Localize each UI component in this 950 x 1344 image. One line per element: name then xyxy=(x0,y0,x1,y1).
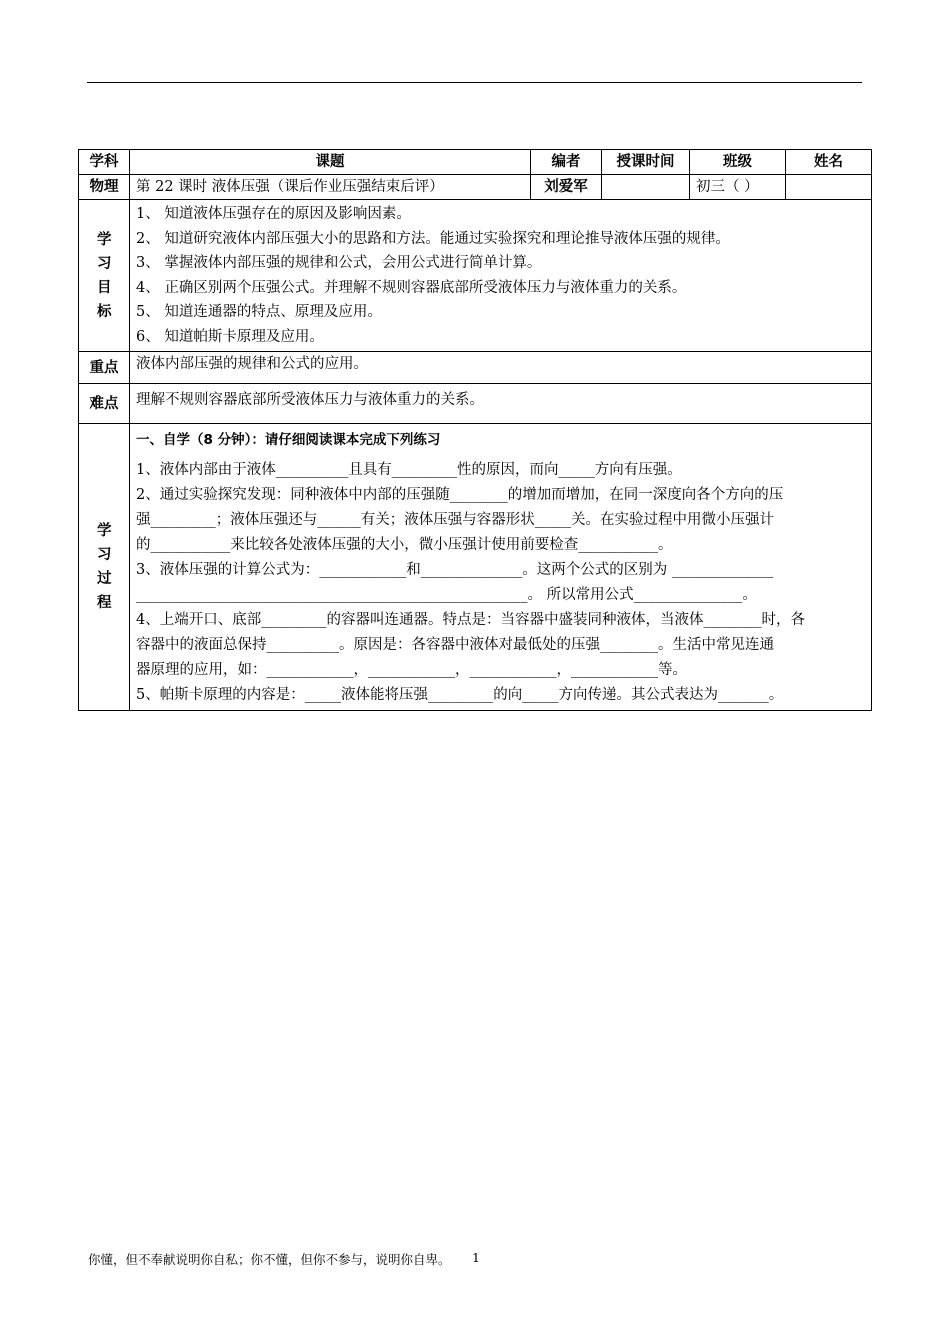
process-title: 一、自学（8 分钟）：请仔细阅读课本完成下列练习 xyxy=(136,432,441,448)
objective-item: 6、 知道帕斯卡原理及应用。 xyxy=(136,328,324,345)
objectives-label: 学习目标 xyxy=(79,200,130,352)
info-row xyxy=(79,175,872,200)
header-name: 姓名 xyxy=(786,150,872,175)
info-name xyxy=(786,175,872,200)
footer-quote: 你懂，但不奉献说明你自私；你不懂，但你不参与，说明你自卑。 xyxy=(88,1252,451,1267)
key-point-row xyxy=(79,352,872,384)
exercise-line: 的___________来比较各处液体压强的大小，微小压强计使用前要检查___________。 xyxy=(136,537,673,553)
header-time: 授课时间 xyxy=(602,150,690,175)
exercise-line: 器原理的应用，如：____________，____________，____________，____________等。 xyxy=(136,662,687,678)
exercise-line: 3、液体压强的计算公式为：____________和______________。这两个公式的区别为 ______________ xyxy=(136,562,774,578)
header-subject: 学科 xyxy=(79,150,130,175)
objective-item: 4、 正确区别两个压强公式。并理解不规则容器底部所受液体压力与液体重力的关系。 xyxy=(136,279,687,296)
info-class: 初三（ ） xyxy=(690,175,786,200)
objective-item: 1、 知道液体压强存在的原因及影响因素。 xyxy=(136,206,411,222)
objective-item: 5、 知道连通器的特点、原理及应用。 xyxy=(136,304,382,320)
exercise-line: ______________________________________________________。 所以常用公式_______________。 xyxy=(136,587,757,603)
header-topic: 课题 xyxy=(130,150,531,175)
exercise-line: 5、帕斯卡原理的内容是：_____液体能将压强_________的向_____方向传递。其公式表达为_______。 xyxy=(136,687,784,703)
lesson-plan-table xyxy=(78,149,872,711)
info-time xyxy=(602,175,690,200)
page-number: 1 xyxy=(472,1250,480,1265)
exercise-line: 容器中的液面总保持__________。原因是：各容器中液体对最低处的压强________。生活中常见连通 xyxy=(136,637,774,653)
objective-item: 2、 知道研究液体内部压强大小的思路和方法。能通过实验探究和理论推导液体压强的规律。 xyxy=(136,230,730,247)
exercise-line: 1、液体内部由于液体__________且具有_________性的原因，而向_____方向有压强。 xyxy=(136,462,682,478)
key-point-label: 重点 xyxy=(79,352,130,384)
exercise-line: 4、上端开口、底部_________的容器叫连通器。特点是：当容器中盛装同种液体，当液体________时，各 xyxy=(136,612,805,628)
header-class: 班级 xyxy=(690,150,786,175)
header-row xyxy=(79,150,872,175)
exercise-line: 强_________；液体压强还与______有关；液体压强与容器形状_____关。在实验过程中用微小压强计 xyxy=(136,512,774,528)
process-row xyxy=(79,424,872,711)
info-subject: 物理 xyxy=(79,175,130,200)
header-author: 编者 xyxy=(531,150,602,175)
objectives-row xyxy=(79,200,872,352)
process-label: 学习过程 xyxy=(79,424,130,711)
difficulty-text: 理解不规则容器底部所受液体压力与液体重力的关系。 xyxy=(130,384,872,424)
objective-item: 3、 掌握液体内部压强的规律和公式，会用公式进行简单计算。 xyxy=(136,255,542,271)
difficulty-row xyxy=(79,384,872,424)
process-content xyxy=(130,424,872,711)
key-point-text: 液体内部压强的规律和公式的应用。 xyxy=(130,352,872,384)
info-topic: 第 22 课时 液体压强（课后作业压强结束后评） xyxy=(130,175,531,200)
header-rule xyxy=(87,82,862,83)
exercise-line: 2、通过实验探究发现：同种液体中内部的压强随________的增加而增加，在同一深度向各个方向的压 xyxy=(136,487,784,503)
info-author: 刘爱军 xyxy=(531,175,602,200)
difficulty-label: 难点 xyxy=(79,384,130,424)
objectives-list xyxy=(130,200,872,352)
